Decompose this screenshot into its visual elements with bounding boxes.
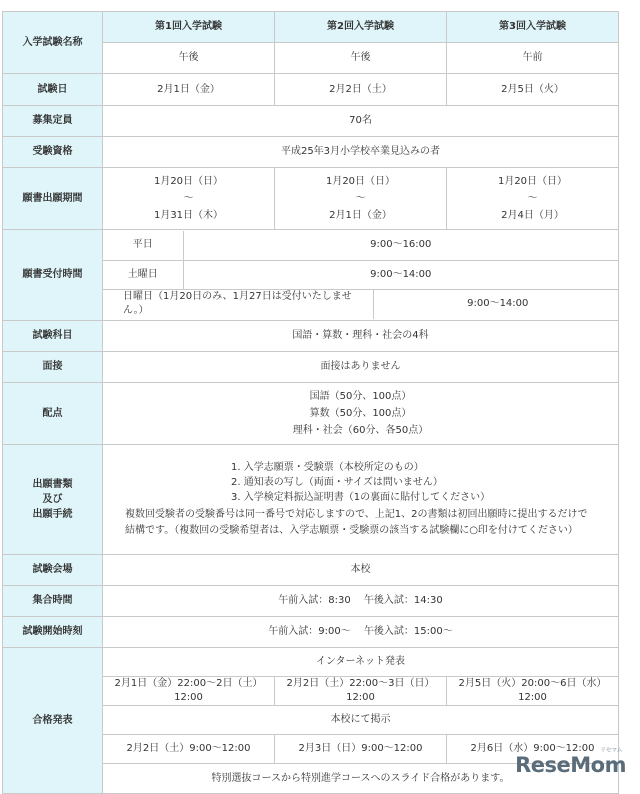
label-exam-name: 入学試験名称: [3, 12, 103, 74]
documents-note: 複数回受験者の受験番号は同一番号で対応しますので、上記1、2の書類は初回出願時に提出するだけで結構です。（複数回の受験希望者は、入学志願票・受験票の該当する試験欄に○印を付けてください）: [125, 509, 588, 536]
results-posting-label: 本校にて掲示: [103, 706, 619, 735]
points-science-social: 理科・社会（60分、各50点）: [292, 425, 429, 436]
interview-value: 面接はありません: [103, 352, 619, 383]
period-tilde: ～: [527, 193, 538, 204]
exam-3-date: 2月5日（火）: [447, 74, 619, 106]
points-list: [103, 383, 619, 445]
exam-2-posting: 2月3日（日）9:00～12:00: [275, 735, 447, 764]
exam-3-session: 午前: [447, 43, 619, 74]
period-tilde: ～: [355, 193, 366, 204]
label-start-time: 試験開始時刻: [3, 617, 103, 648]
subjects-value: 国語・算数・理科・社会の4科: [103, 321, 619, 352]
points-math: 算数（50分、100点）: [309, 408, 412, 419]
exam-3-posting: 2月6日（水）9:00～12:00: [447, 735, 619, 764]
resemom-logo: [515, 747, 626, 777]
exam-1-internet: 2月1日（金）22:00～2日（土）12:00: [103, 677, 275, 706]
label-exam-date: 試験日: [3, 74, 103, 106]
eligibility-value: 平成25年3月小学校卒業見込みの者: [103, 137, 619, 168]
sunday-label: 日曜日（1月20日のみ、1月27日は受付いたしません。）: [103, 289, 373, 319]
period-from: 1月20日（日）: [325, 176, 396, 187]
exam-schedule-table: [2, 11, 619, 794]
exam-1-posting: 2月2日（土）9:00～12:00: [103, 735, 275, 764]
logo-tagline: リセマム: [600, 747, 622, 754]
period-tilde: ～: [183, 193, 194, 204]
results-internet-label: インターネット発表: [103, 648, 619, 677]
exam-1-date: 2月1日（金）: [103, 74, 275, 106]
documents-cell: [103, 445, 619, 555]
exam-1-name: 第1回入学試験: [103, 12, 275, 43]
exam-2-date: 2月2日（土）: [275, 74, 447, 106]
period-to: 1月31日（木）: [153, 210, 224, 221]
label-points: 配点: [3, 383, 103, 445]
document-item: 3. 入学検定料振込証明書（1の裏面に貼付してください）: [231, 492, 491, 503]
period-to: 2月4日（月）: [501, 210, 564, 221]
exam-2-name: 第2回入学試験: [275, 12, 447, 43]
exam-1-period: [103, 168, 275, 230]
reception-hours-table: [103, 231, 618, 319]
label-capacity: 募集定員: [3, 106, 103, 137]
reception-hours-cell: [103, 230, 619, 321]
start-time-value: 午前入試：9:00～ 午後入試：15:00～: [103, 617, 619, 648]
saturday-hours: 9:00～14:00: [183, 260, 618, 289]
capacity-value: 70名: [103, 106, 619, 137]
exam-2-session: 午後: [275, 43, 447, 74]
label-reception-hours: 願書受付時間: [3, 230, 103, 321]
period-from: 1月20日（日）: [497, 176, 568, 187]
exam-2-internet: 2月2日（土）22:00～3日（日）12:00: [275, 677, 447, 706]
document-item: 2. 通知表の写し（両面・サイズは問いません）: [231, 477, 443, 488]
saturday-label: 土曜日: [103, 260, 183, 289]
label-interview: 面接: [3, 352, 103, 383]
venue-value: 本校: [103, 555, 619, 586]
document-item: 1. 入学志願票・受験票（本校所定のもの）: [231, 462, 424, 473]
label-eligibility: 受験資格: [3, 137, 103, 168]
label-application-period: 願書出願期間: [3, 168, 103, 230]
period-to: 2月1日（金）: [329, 210, 392, 221]
logo-brand: ReseMom: [515, 753, 626, 777]
exam-3-name: 第3回入学試験: [447, 12, 619, 43]
weekday-label: 平日: [103, 231, 183, 260]
exam-2-period: [275, 168, 447, 230]
label-subjects: 試験科目: [3, 321, 103, 352]
label-assembly: 集合時間: [3, 586, 103, 617]
weekday-hours: 9:00～16:00: [183, 231, 618, 260]
exam-3-period: [447, 168, 619, 230]
exam-3-internet: 2月5日（火）20:00～6日（水）12:00: [447, 677, 619, 706]
period-from: 1月20日（日）: [153, 176, 224, 187]
assembly-value: 午前入試：8:30 午後入試：14:30: [103, 586, 619, 617]
exam-1-session: 午後: [103, 43, 275, 74]
label-venue: 試験会場: [3, 555, 103, 586]
results-note: 特別選抜コースから特別進学コースへのスライド合格があります。: [103, 764, 619, 794]
points-japanese: 国語（50分、100点）: [309, 391, 412, 402]
label-results: 合格発表: [3, 648, 103, 794]
sunday-hours: 9:00～14:00: [467, 298, 529, 310]
label-documents: 出願書類 及び 出願手続: [3, 445, 103, 555]
